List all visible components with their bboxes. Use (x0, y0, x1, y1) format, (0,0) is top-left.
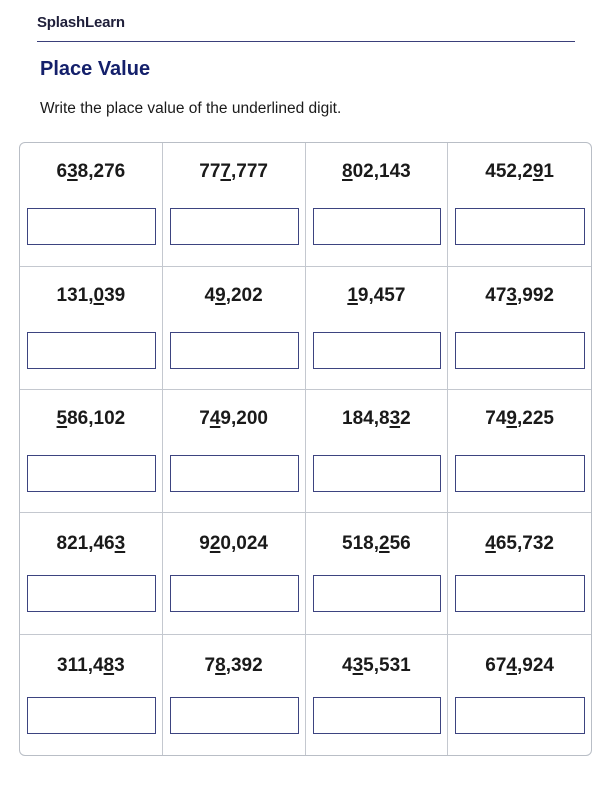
number-prefix: 7 (204, 655, 216, 676)
number-suffix: 9,200 (220, 408, 268, 429)
answer-box[interactable] (313, 455, 442, 492)
answer-box[interactable] (170, 332, 299, 369)
answer-box[interactable] (27, 208, 156, 245)
underlined-digit: 4 (506, 655, 517, 676)
problem-number (20, 408, 162, 430)
underlined-digit: 0 (93, 285, 105, 306)
number-prefix: 47 (485, 285, 507, 306)
number-suffix: 56 (389, 533, 411, 554)
number-prefix: 4 (204, 285, 216, 306)
problem-cell (306, 143, 449, 267)
problem-number (306, 655, 448, 677)
number-suffix: 8,276 (77, 161, 126, 182)
answer-box[interactable] (27, 455, 156, 492)
underlined-digit: 7 (220, 161, 231, 182)
problem-number (163, 161, 305, 183)
problem-cell (306, 390, 449, 513)
problem-cell (306, 513, 449, 635)
number-prefix: 4 (342, 655, 353, 676)
number-suffix: 65,732 (495, 533, 554, 554)
answer-box[interactable] (455, 332, 585, 369)
number-suffix: ,225 (516, 408, 554, 429)
number-prefix: 6 (56, 161, 68, 182)
answer-box[interactable] (170, 575, 299, 612)
answer-box[interactable] (313, 208, 442, 245)
number-suffix: ,202 (225, 285, 263, 306)
problem-number (20, 161, 162, 183)
number-prefix: 74 (485, 408, 507, 429)
problem-cell (20, 513, 163, 635)
number-suffix: 9,457 (357, 285, 406, 306)
problem-cell (448, 143, 591, 267)
number-suffix: ,924 (516, 655, 554, 676)
problem-cell (448, 390, 591, 513)
problem-number (448, 161, 591, 183)
underlined-digit: 4 (485, 533, 496, 554)
answer-box[interactable] (27, 697, 156, 734)
underlined-digit: 3 (389, 408, 401, 429)
number-suffix: ,992 (516, 285, 554, 306)
answer-box[interactable] (27, 332, 156, 369)
underlined-digit: 2 (379, 533, 390, 554)
number-suffix: 0,024 (220, 533, 268, 554)
underlined-digit: 8 (342, 161, 353, 182)
underlined-digit: 9 (532, 161, 544, 182)
answer-box[interactable] (455, 208, 585, 245)
problem-cell (20, 390, 163, 513)
underlined-digit: 8 (103, 655, 115, 676)
underlined-digit: 2 (209, 533, 221, 554)
answer-box[interactable] (170, 208, 299, 245)
number-suffix: 02,143 (352, 161, 411, 182)
underlined-digit: 4 (209, 408, 221, 429)
problem-number (306, 408, 448, 430)
problem-cell (448, 513, 591, 635)
number-prefix: 7 (199, 408, 210, 429)
page-title: Place Value (40, 58, 151, 80)
number-suffix: ,392 (225, 655, 263, 676)
problem-number (306, 285, 448, 307)
problem-number (306, 533, 448, 555)
underlined-digit: 9 (215, 285, 226, 306)
problem-grid (19, 142, 592, 756)
problem-number (163, 285, 305, 307)
header-divider (37, 41, 575, 42)
number-prefix: 311,4 (57, 655, 104, 676)
problem-number (306, 161, 448, 183)
problem-number (20, 285, 162, 307)
number-suffix: 86,102 (67, 408, 126, 429)
answer-box[interactable] (455, 697, 585, 734)
problem-number (448, 408, 591, 430)
problem-cell (448, 267, 591, 390)
underlined-digit: 3 (506, 285, 517, 306)
underlined-digit: 1 (347, 285, 358, 306)
underlined-digit: 3 (352, 655, 364, 676)
answer-box[interactable] (313, 697, 442, 734)
number-suffix: ,777 (230, 161, 268, 182)
problem-cell (306, 267, 449, 390)
problem-number (163, 533, 305, 555)
underlined-digit: 8 (215, 655, 226, 676)
number-prefix: 452,2 (485, 161, 533, 182)
problem-cell (20, 143, 163, 267)
answer-box[interactable] (455, 455, 585, 492)
number-prefix: 77 (199, 161, 221, 182)
number-suffix: 39 (104, 285, 126, 306)
problem-number (163, 408, 305, 430)
problem-number (448, 533, 591, 555)
problem-cell (448, 635, 591, 755)
number-suffix: 1 (543, 161, 554, 182)
problem-cell (163, 635, 306, 755)
number-suffix: 3 (114, 655, 125, 676)
problem-cell (163, 513, 306, 635)
problem-number (448, 655, 591, 677)
problem-number (20, 655, 162, 677)
underlined-digit: 5 (56, 408, 68, 429)
problem-cell (20, 267, 163, 390)
problem-cell (20, 635, 163, 755)
answer-box[interactable] (313, 332, 442, 369)
answer-box[interactable] (313, 575, 442, 612)
problem-cell (163, 143, 306, 267)
answer-box[interactable] (170, 697, 299, 734)
number-prefix: 821,46 (56, 533, 115, 554)
problem-number (163, 655, 305, 677)
problem-number (448, 285, 591, 307)
number-prefix: 518, (342, 533, 379, 554)
underlined-digit: 3 (114, 533, 126, 554)
number-prefix: 184,8 (342, 408, 390, 429)
answer-box[interactable] (170, 455, 299, 492)
underlined-digit: 9 (506, 408, 517, 429)
problem-cell (163, 267, 306, 390)
problem-cell (163, 390, 306, 513)
number-prefix: 131, (56, 285, 94, 306)
number-suffix: 5,531 (363, 655, 411, 676)
number-suffix: 2 (400, 408, 411, 429)
answer-box[interactable] (455, 575, 585, 612)
brand-logo: SplashLearn (37, 14, 125, 31)
problem-cell (306, 635, 449, 755)
number-prefix: 9 (199, 533, 210, 554)
instructions: Write the place value of the underlined digit. (40, 100, 342, 117)
answer-box[interactable] (27, 575, 156, 612)
problem-number (20, 533, 162, 555)
number-prefix: 67 (485, 655, 507, 676)
underlined-digit: 3 (67, 161, 78, 182)
